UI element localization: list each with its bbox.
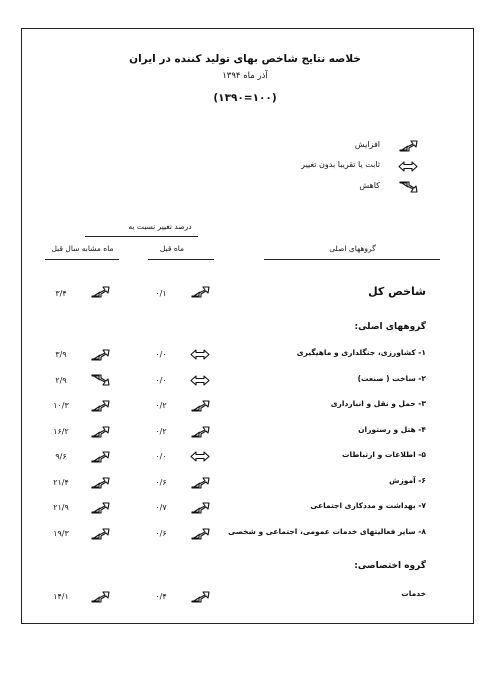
up-arrow-icon <box>90 450 110 463</box>
legend-label-increase: افزایش <box>354 140 380 149</box>
legend-label-decrease: کاهش <box>359 181 380 190</box>
row-label: ۱- کشاورزی، جنگلداری و ماهیگیری <box>296 348 426 357</box>
row-prev-month: ۰/۰ <box>155 350 167 359</box>
row-prev-month: ۰/۲ <box>155 401 167 410</box>
special-label: خدمات <box>401 589 426 598</box>
row-prev-year: ۹/۶ <box>55 452 67 461</box>
up-arrow-icon <box>398 139 418 152</box>
up-arrow-icon <box>90 501 110 514</box>
up-arrow-icon <box>190 527 210 540</box>
header-underline <box>45 259 119 260</box>
up-arrow-icon <box>90 348 110 361</box>
overall-prev-month: ۰/۱ <box>155 289 167 298</box>
header-prev-month: ماه قبل <box>159 244 185 253</box>
up-arrow-icon <box>90 527 110 540</box>
base-year: (۱۰۰=۱۳۹۰) <box>213 92 277 104</box>
up-arrow-icon <box>90 425 110 438</box>
row-label: ۲- ساخت ( صنعت) <box>357 373 426 383</box>
up-arrow-icon <box>190 476 210 489</box>
row-prev-month: ۰/۷ <box>155 503 167 512</box>
row-prev-year: ۲۱/۹ <box>53 503 69 512</box>
row-prev-year: ۱۰/۳ <box>53 401 69 410</box>
row-label: ۳- حمل و نقل و انبارداری <box>330 399 426 408</box>
down-arrow-icon <box>398 181 418 194</box>
header-same-month-prev-year: ماه مشابه سال قبل <box>51 244 114 253</box>
row-label: ۸- سایر فعالیتهای خدمات عمومی، اجتماعی و شخصی <box>228 526 426 536</box>
document-date: آذر ماه ۱۳۹۴ <box>222 71 268 81</box>
row-prev-year: ۲/۹ <box>55 375 67 385</box>
up-arrow-icon <box>190 285 210 298</box>
row-prev-month: ۰/۰ <box>155 375 167 385</box>
row-prev-year: ۳/۹ <box>55 350 67 359</box>
special-prev-month: ۰/۴ <box>155 592 167 601</box>
up-arrow-icon <box>90 590 110 603</box>
document-title: خلاصه نتایج شاخص بهای تولید کننده در ایران <box>129 53 361 65</box>
double-arrow-icon <box>398 160 418 173</box>
section-special-group: گروه اختصاصی: <box>354 561 426 571</box>
overall-prev-year: ۳/۴ <box>55 289 67 298</box>
up-arrow-icon <box>190 501 210 514</box>
header-main-groups: گروههای اصلی <box>329 244 376 253</box>
up-arrow-icon <box>190 399 210 412</box>
section-main-groups: گروههای اصلی: <box>354 322 426 332</box>
row-label: ۷- بهداشت و مددکاری اجتماعی <box>310 501 426 510</box>
overall-label: شاخص کل <box>368 285 426 298</box>
header-change-pct: درصد تغییر نسبت به <box>128 222 192 231</box>
down-arrow-icon <box>90 374 110 387</box>
row-label: ۴- هتل و رستوران <box>358 424 426 434</box>
header-underline <box>264 259 440 260</box>
double-arrow-icon <box>190 374 210 387</box>
row-prev-year: ۱۹/۳ <box>53 528 69 538</box>
double-arrow-icon <box>190 450 210 463</box>
row-prev-month: ۰/۶ <box>155 528 167 538</box>
row-label: ۵- اطلاعات و ارتباطات <box>342 450 426 459</box>
row-prev-month: ۰/۶ <box>155 477 167 487</box>
row-prev-year: ۱۶/۲ <box>53 426 69 436</box>
header-divider <box>85 236 198 237</box>
double-arrow-icon <box>190 348 210 361</box>
row-label: ۶- آموزش <box>389 475 426 485</box>
up-arrow-icon <box>90 399 110 412</box>
row-prev-year: ۲۱/۴ <box>53 477 69 487</box>
up-arrow-icon <box>190 425 210 438</box>
up-arrow-icon <box>90 285 110 298</box>
legend-label-stable: ثابت یا تقریبا بدون تغییر <box>301 160 380 169</box>
special-prev-year: ۱۴/۱ <box>53 592 69 601</box>
header-underline <box>148 259 214 260</box>
row-prev-month: ۰/۲ <box>155 426 167 436</box>
row-prev-month: ۰/۰ <box>155 452 167 461</box>
up-arrow-icon <box>90 476 110 489</box>
up-arrow-icon <box>190 590 210 603</box>
